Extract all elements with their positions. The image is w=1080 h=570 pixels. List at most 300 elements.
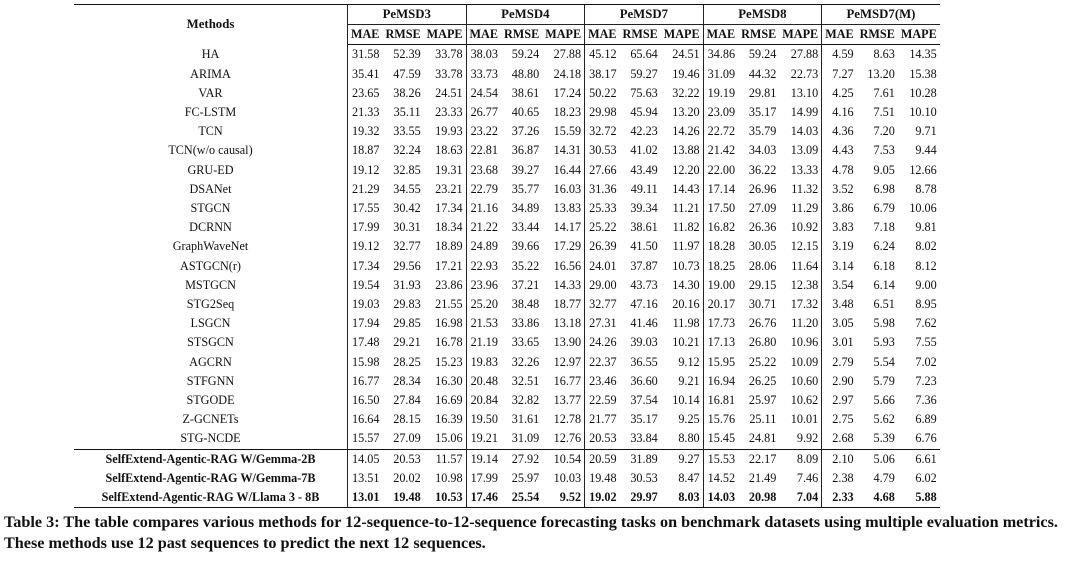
metric-value-cell: 19.12 [348,237,383,256]
metric-value-cell: 13.83 [553,201,582,216]
dataset-header-pemsd3: PeMSD3 [348,5,467,25]
metric-value-cell: 32.85 [393,162,421,177]
metric-value-cell: 38.17 [585,65,620,84]
method-name-cell: ARIMA [74,65,348,84]
method-name-cell: GRU-ED [74,161,348,180]
methods-header: Methods [74,5,348,45]
metric-value-cell: 4.59 [822,45,857,65]
metric-value-cell: 5.54 [873,354,895,369]
metric-value-cell: 14.31 [553,143,582,158]
metric-header: MAPE [779,25,821,45]
metric-value-cell: 16.64 [348,410,383,429]
metric-value-cell: 20.84 [466,391,501,410]
metric-value-cell: 8.80 [678,431,700,446]
metric-value-cell: 29.85 [393,316,421,331]
metric-value-cell: 8.12 [915,258,937,273]
metric-value-cell: 13.20 [672,105,700,120]
metric-value-cell: 23.86 [435,277,463,292]
metric-header: RMSE [501,25,542,45]
metric-value-cell: 8.47 [678,470,700,485]
metric-value-cell: 75.63 [630,85,658,100]
metric-value-cell: 32.72 [585,122,620,141]
metric-value-cell: 13.09 [790,143,819,158]
metric-value-cell: 5.98 [873,316,895,331]
metric-value-cell: 8.63 [873,47,895,62]
method-name-cell: SelfExtend-Agentic-RAG W/Llama 3 - 8B [74,488,348,508]
metric-value-cell: 24.18 [553,66,582,81]
metric-value-cell: 43.73 [630,277,658,292]
metric-value-cell: 4.43 [822,141,857,160]
method-name-cell: STG2Seq [74,295,348,314]
metric-value-cell: 29.98 [585,103,620,122]
metric-value-cell: 4.25 [822,84,857,103]
metric-value-cell: 23.65 [348,84,383,103]
metric-value-cell: 65.64 [630,47,658,62]
metric-value-cell: 31.36 [585,180,620,199]
metric-value-cell: 8.78 [915,181,937,196]
metric-value-cell: 14.05 [348,449,383,469]
baseline-method-row [74,103,940,122]
metric-value-cell: 33.44 [511,220,540,235]
metric-value-cell: 14.03 [703,488,738,508]
metric-value-cell: 10.10 [909,105,937,120]
metric-value-cell: 4.68 [857,488,898,508]
metric-value-cell: 2.68 [822,429,857,449]
metric-value-cell: 10.03 [553,470,582,485]
metric-value-cell: 19.00 [703,276,738,295]
method-name-cell: AGCRN [74,353,348,372]
metric-value-cell: 29.81 [748,85,777,100]
metric-value-cell: 16.94 [703,372,738,391]
metric-value-cell: 6.18 [873,258,895,273]
metric-value-cell: 21.53 [466,314,501,333]
method-name-cell: STGODE [74,391,348,410]
metric-value-cell: 4.79 [873,470,895,485]
metric-value-cell: 21.22 [466,218,501,237]
metric-value-cell: 19.50 [466,410,501,429]
metric-value-cell: 14.35 [909,47,937,62]
metric-value-cell: 39.27 [511,162,540,177]
metric-value-cell: 3.05 [822,314,857,333]
method-name-cell: STG-NCDE [74,429,348,449]
metric-value-cell: 37.54 [630,393,658,408]
metric-value-cell: 17.55 [348,199,383,218]
metric-value-cell: 26.76 [748,316,777,331]
metric-value-cell: 26.39 [585,237,620,256]
baseline-method-row [74,237,940,256]
metric-value-cell: 4.16 [822,103,857,122]
metric-value-cell: 21.16 [466,199,501,218]
table-caption: Table 3: The table compares various methods for 12-sequence-to-12-sequence forecasting tasks on benchmark datasets using multiple evaluation metrics. These methods use 12 past sequences to predict the next 12 sequences. [4,513,1058,553]
metric-value-cell: 13.33 [790,162,819,177]
metric-value-cell: 31.61 [511,412,540,427]
metric-value-cell: 8.03 [661,488,703,508]
metric-value-cell: 21.19 [466,333,501,352]
metric-value-cell: 25.54 [501,488,542,508]
metric-value-cell: 19.54 [348,276,383,295]
metric-value-cell: 20.53 [382,449,423,469]
metric-value-cell: 11.98 [672,316,700,331]
metric-value-cell: 38.61 [511,85,540,100]
metric-header: MAE [348,25,383,45]
metric-value-cell: 12.15 [790,239,819,254]
metric-value-cell: 21.42 [703,141,738,160]
metric-value-cell: 22.00 [703,161,738,180]
metric-value-cell: 28.25 [393,354,421,369]
metric-value-cell: 20.17 [703,295,738,314]
metric-value-cell: 16.82 [703,218,738,237]
metric-value-cell: 25.97 [748,393,777,408]
metric-value-cell: 41.46 [630,316,658,331]
metric-value-cell: 23.22 [466,122,501,141]
method-name-cell: SelfExtend-Agentic-RAG W/Gemma-7B [74,469,348,488]
metric-value-cell: 16.78 [435,335,463,350]
metric-value-cell: 9.81 [915,220,937,235]
paper-page [4,4,1076,554]
metric-value-cell: 23.46 [585,372,620,391]
metric-value-cell: 17.73 [703,314,738,333]
metric-value-cell: 9.27 [661,449,703,469]
metric-value-cell: 19.02 [585,488,620,508]
metric-value-cell: 33.78 [435,47,463,62]
metric-value-cell: 23.09 [703,103,738,122]
metric-value-cell: 35.17 [630,412,658,427]
metric-value-cell: 33.86 [511,316,540,331]
metric-value-cell: 16.39 [435,412,463,427]
metric-value-cell: 37.21 [511,277,540,292]
metric-value-cell: 34.03 [748,143,777,158]
metric-value-cell: 19.48 [585,469,620,488]
metric-value-cell: 16.50 [348,391,383,410]
method-name-cell: STFGNN [74,372,348,391]
metric-value-cell: 22.93 [466,257,501,276]
metric-value-cell: 6.61 [898,449,940,469]
metric-value-cell: 16.77 [348,372,383,391]
proposed-method-row [74,469,940,488]
metric-value-cell: 49.11 [630,181,658,196]
metric-value-cell: 27.88 [790,47,819,62]
baseline-method-row [74,199,940,218]
method-name-cell: TCN [74,122,348,141]
metric-value-cell: 30.53 [585,141,620,160]
metric-value-cell: 7.02 [915,354,937,369]
metric-value-cell: 13.90 [553,335,582,350]
metric-value-cell: 20.16 [672,297,700,312]
metric-value-cell: 31.89 [620,449,661,469]
metric-value-cell: 32.24 [393,143,421,158]
metric-value-cell: 59.24 [511,47,540,62]
metric-value-cell: 10.21 [672,335,700,350]
metric-value-cell: 35.77 [511,181,540,196]
metric-value-cell: 11.21 [672,201,700,216]
metric-value-cell: 22.79 [466,180,501,199]
metric-value-cell: 35.17 [748,105,777,120]
metric-value-cell: 37.87 [630,258,658,273]
metric-value-cell: 36.87 [511,143,540,158]
metric-value-cell: 23.21 [435,181,463,196]
metric-value-cell: 29.21 [393,335,421,350]
metric-value-cell: 19.46 [672,66,700,81]
metric-value-cell: 5.88 [898,488,940,508]
metric-value-cell: 31.09 [511,431,540,446]
metric-value-cell: 13.01 [348,488,383,508]
metric-value-cell: 10.14 [672,393,700,408]
baseline-method-row [74,122,940,141]
metric-value-cell: 32.51 [511,373,540,388]
metric-value-cell: 11.57 [424,449,466,469]
metric-value-cell: 19.03 [348,295,383,314]
metric-value-cell: 9.92 [796,431,819,446]
metric-value-cell: 22.73 [790,66,819,81]
metric-value-cell: 13.18 [553,316,582,331]
metric-value-cell: 17.34 [348,257,383,276]
baseline-method-row [74,180,940,199]
metric-value-cell: 22.81 [466,141,501,160]
metric-value-cell: 2.10 [822,449,857,469]
metric-header: MAPE [661,25,703,45]
metric-value-cell: 19.83 [466,353,501,372]
metric-value-cell: 26.80 [748,335,777,350]
metric-header: MAPE [542,25,584,45]
metric-value-cell: 10.62 [790,393,819,408]
metric-value-cell: 29.00 [585,276,620,295]
method-name-cell: VAR [74,84,348,103]
baseline-method-row [74,276,940,295]
metric-value-cell: 15.45 [703,429,738,449]
metric-value-cell: 6.14 [873,277,895,292]
baseline-method-row [74,429,940,449]
metric-value-cell: 10.96 [790,335,819,350]
baseline-method-row [74,45,940,65]
metric-value-cell: 24.81 [748,431,777,446]
metric-value-cell: 10.60 [790,373,819,388]
proposed-method-row [74,488,940,508]
metric-value-cell: 12.76 [553,431,582,446]
metric-value-cell: 6.76 [915,431,937,446]
metric-value-cell: 19.32 [348,122,383,141]
metric-value-cell: 30.31 [393,220,421,235]
metric-value-cell: 22.59 [585,391,620,410]
metric-value-cell: 26.96 [748,181,777,196]
metric-value-cell: 25.22 [748,354,777,369]
metric-value-cell: 14.33 [553,277,582,292]
metric-value-cell: 29.97 [620,488,661,508]
baseline-method-row [74,141,940,160]
metric-value-cell: 17.34 [435,201,463,216]
metric-value-cell: 15.98 [348,353,383,372]
metric-value-cell: 18.77 [553,297,582,312]
metric-value-cell: 3.19 [822,237,857,256]
metric-value-cell: 17.50 [703,199,738,218]
metric-value-cell: 23.33 [435,105,463,120]
metric-header: RMSE [620,25,661,45]
metric-value-cell: 7.53 [873,143,895,158]
metric-value-cell: 6.79 [873,201,895,216]
metric-value-cell: 25.97 [511,470,540,485]
metric-value-cell: 15.57 [348,429,383,449]
metric-value-cell: 17.29 [553,239,582,254]
metric-header: RMSE [857,25,898,45]
method-name-cell: STGCN [74,199,348,218]
metric-value-cell: 36.22 [748,162,777,177]
metric-value-cell: 39.03 [630,335,658,350]
metric-value-cell: 34.89 [511,201,540,216]
metric-value-cell: 35.22 [511,258,540,273]
metric-value-cell: 35.41 [348,65,383,84]
baseline-method-row [74,410,940,429]
method-name-cell: FC-LSTM [74,103,348,122]
metric-value-cell: 27.31 [585,314,620,333]
metric-value-cell: 10.01 [790,412,819,427]
metric-value-cell: 59.24 [748,47,777,62]
metric-value-cell: 44.32 [748,66,777,81]
method-name-cell: HA [74,45,348,65]
metric-value-cell: 9.21 [678,373,700,388]
metric-value-cell: 29.56 [393,258,421,273]
metric-value-cell: 30.71 [748,297,777,312]
metric-value-cell: 10.28 [909,85,937,100]
method-name-cell: TCN(w/o causal) [74,141,348,160]
metric-value-cell: 4.78 [822,161,857,180]
metric-value-cell: 17.14 [703,180,738,199]
metric-value-cell: 15.06 [435,431,463,446]
metric-value-cell: 15.38 [909,66,937,81]
metric-value-cell: 2.79 [822,353,857,372]
metric-value-cell: 17.99 [348,218,383,237]
metric-value-cell: 19.31 [435,162,463,177]
metric-value-cell: 2.90 [822,372,857,391]
metric-value-cell: 27.92 [501,449,542,469]
metric-value-cell: 20.48 [466,372,501,391]
metric-value-cell: 7.51 [873,105,895,120]
metric-value-cell: 8.09 [779,449,821,469]
baseline-method-row [74,333,940,352]
metric-value-cell: 3.54 [822,276,857,295]
metric-value-cell: 3.86 [822,199,857,218]
dataset-header-pemsd7: PeMSD7 [585,5,704,25]
metric-value-cell: 47.16 [630,297,658,312]
metric-value-cell: 14.43 [672,181,700,196]
metric-value-cell: 19.93 [435,124,463,139]
metric-value-cell: 7.36 [915,393,937,408]
baseline-method-row [74,391,940,410]
metric-value-cell: 19.21 [466,429,501,449]
metric-value-cell: 28.06 [748,258,777,273]
metric-value-cell: 39.66 [511,239,540,254]
metric-value-cell: 17.21 [435,258,463,273]
metric-value-cell: 24.01 [585,257,620,276]
baseline-method-row [74,65,940,84]
metric-value-cell: 36.55 [630,354,658,369]
metric-value-cell: 50.22 [585,84,620,103]
metric-value-cell: 3.52 [822,180,857,199]
metric-value-cell: 10.73 [672,258,700,273]
metric-value-cell: 14.30 [672,277,700,292]
metric-value-cell: 15.23 [435,354,463,369]
metric-value-cell: 13.51 [348,469,383,488]
metric-value-cell: 59.27 [630,66,658,81]
metric-header: RMSE [382,25,423,45]
metric-value-cell: 10.98 [435,470,463,485]
metric-value-cell: 28.15 [393,412,421,427]
metric-value-cell: 26.36 [748,220,777,235]
metric-value-cell: 9.71 [915,124,937,139]
metric-value-cell: 2.75 [822,410,857,429]
baseline-method-row [74,314,940,333]
method-name-cell: ASTGCN(r) [74,257,348,276]
method-name-cell: LSGCN [74,314,348,333]
metric-value-cell: 30.05 [748,239,777,254]
metric-value-cell: 3.83 [822,218,857,237]
metric-value-cell: 30.53 [630,470,658,485]
baseline-method-row [74,257,940,276]
metric-value-cell: 3.01 [822,333,857,352]
metric-value-cell: 27.84 [393,393,421,408]
metric-value-cell: 12.66 [909,162,937,177]
metric-value-cell: 7.27 [822,65,857,84]
metric-value-cell: 26.25 [748,373,777,388]
metric-value-cell: 40.65 [511,105,540,120]
metric-value-cell: 45.94 [630,105,658,120]
metric-value-cell: 5.66 [873,393,895,408]
metric-header: MAE [466,25,501,45]
method-name-cell: MSTGCN [74,276,348,295]
metric-value-cell: 19.19 [703,84,738,103]
metric-value-cell: 35.79 [748,124,777,139]
dataset-header-pemsd4: PeMSD4 [466,5,585,25]
metric-value-cell: 22.72 [703,122,738,141]
metric-value-cell: 22.37 [585,353,620,372]
metric-value-cell: 34.55 [393,181,421,196]
metric-value-cell: 19.14 [466,449,501,469]
metric-value-cell: 32.77 [393,239,421,254]
method-name-cell: DSANet [74,180,348,199]
metric-value-cell: 41.02 [630,143,658,158]
metric-value-cell: 33.84 [630,431,658,446]
metric-value-cell: 14.26 [672,124,700,139]
metric-value-cell: 15.95 [703,353,738,372]
baseline-method-row [74,353,940,372]
metric-value-cell: 12.97 [553,354,582,369]
metric-value-cell: 47.59 [393,66,421,81]
metric-value-cell: 25.11 [749,412,777,427]
metric-value-cell: 35.11 [393,105,421,120]
baseline-method-row [74,295,940,314]
metric-value-cell: 5.39 [873,431,895,446]
metric-value-cell: 6.02 [915,470,937,485]
metric-value-cell: 24.51 [435,85,463,100]
metric-value-cell: 7.23 [915,373,937,388]
metric-header: MAPE [898,25,940,45]
metric-value-cell: 7.62 [915,316,937,331]
metric-value-cell: 2.38 [822,469,857,488]
metric-value-cell: 20.02 [393,470,421,485]
metric-value-cell: 13.77 [553,393,582,408]
metric-value-cell: 12.78 [553,412,582,427]
baseline-method-row [74,372,940,391]
metric-value-cell: 9.00 [915,277,937,292]
metric-value-cell: 12.38 [790,277,819,292]
metric-value-cell: 33.65 [511,335,540,350]
metric-value-cell: 8.02 [915,239,937,254]
metric-value-cell: 52.39 [393,47,421,62]
metric-header: MAE [585,25,620,45]
metric-value-cell: 19.48 [382,488,423,508]
metric-value-cell: 32.82 [511,393,540,408]
metric-value-cell: 25.20 [466,295,501,314]
metric-value-cell: 11.29 [791,201,819,216]
metric-value-cell: 23.68 [466,161,501,180]
